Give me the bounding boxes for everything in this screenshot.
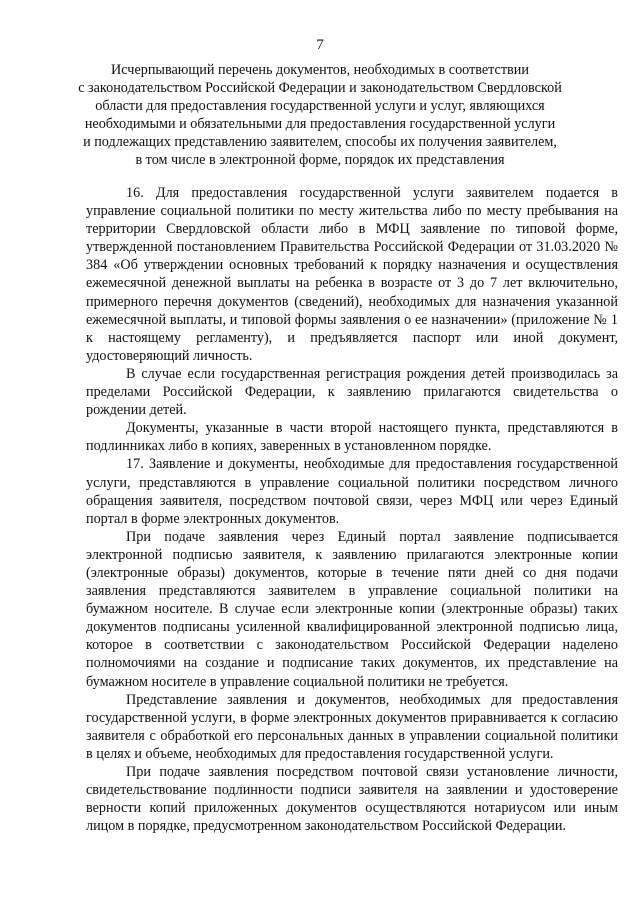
heading-line: Исчерпывающий перечень документов, необходимых в соответствии	[111, 62, 529, 78]
paragraph-foreign-birth-registration: В случае если государственная регистрация рождения детей производилась за пределами Российской Федерации, к заявлению прилагаются свидетельства о рождении детей.	[86, 365, 618, 419]
body-text	[86, 184, 618, 835]
heading-line: с законодательством Российской Федерации и законодательством Свердловской	[78, 80, 562, 97]
paragraph-unified-portal: При подаче заявления через Единый портал заявление подписывается электронной подписью заявителя, к заявлению прилагаются электронные копии (электронные образы) документов, которые в течение пяти дней со дня подачи заявления представляются заявителем в управление социальной политики на бумажном носителе. В случае если электронные копии (электронные образы) таких документов подписаны усиленной квалифицированной электронной подписью лица, которое в соответствии с законодательством Российской Федерации наделено полномочиями на создание и подписание таких документов, их представление на бумажном носителе в управление социальной политики не требуется.	[86, 528, 618, 690]
paragraph-personal-data-consent: Представление заявления и документов, необходимых для предоставления государственной услуги, в форме электронных документов приравнивается к согласию заявителя с обработкой его персональных данных в управлении социальной политики в целях и объеме, необходимых для предоставления государственной услуги.	[86, 691, 618, 762]
heading-line: области для предоставления государственной услуги и услуг, являющихся	[95, 98, 545, 115]
paragraph-document-copies: Документы, указанные в части второй настоящего пункта, представляются в подлинниках либо в копиях, заверенных в установленном порядке.	[86, 420, 618, 455]
paragraph-item-16: 16. Для предоставления государственной услуги заявителем подается в управление социальной политики по месту жительства либо по месту пребывания на территории Свердловской области либо в МФЦ заявление по типовой форме, утвержденной постановлением Правительства Российской Федерации от 31.03.2020 № 384 «Об утверждении основных требований к порядку назначения и осуществления ежемесячной денежной выплаты на ребенка в возрасте от 3 до 7 лет включительно, примерного перечня документов (сведений), необходимых для назначения указанной ежемесячной выплаты, и типовой формы заявления о ее назначении» (приложение № 1 к настоящему регламенту), и предъявляется паспорт или иной документ, удостоверяющий личность.	[86, 185, 618, 364]
page-number: 7	[316, 37, 324, 53]
paragraph-item-17: 17. Заявление и документы, необходимые для предоставления государственной услуги, представляются в управление социальной политики посредством личного обращения заявителя, посредством почтовой связи, через МФЦ или через Единый портал в форме электронных документов.	[86, 456, 618, 527]
heading-line: и подлежащих представлению заявителем, способы их получения заявителем,	[83, 134, 557, 151]
heading-line: необходимыми и обязательными для предоставления государственной услуги	[84, 116, 556, 133]
section-heading	[70, 61, 570, 170]
heading-line: в том числе в электронной форме, порядок их представления	[135, 152, 505, 169]
paragraph-postal-submission: При подаче заявления посредством почтовой связи установление личности, свидетельствование подлинности подписи заявителя на заявлении и удостоверение верности копий приложенных документов осуществляются нотариусом или иным лицом в порядке, предусмотренном законодательством Российской Федерации.	[86, 764, 618, 835]
